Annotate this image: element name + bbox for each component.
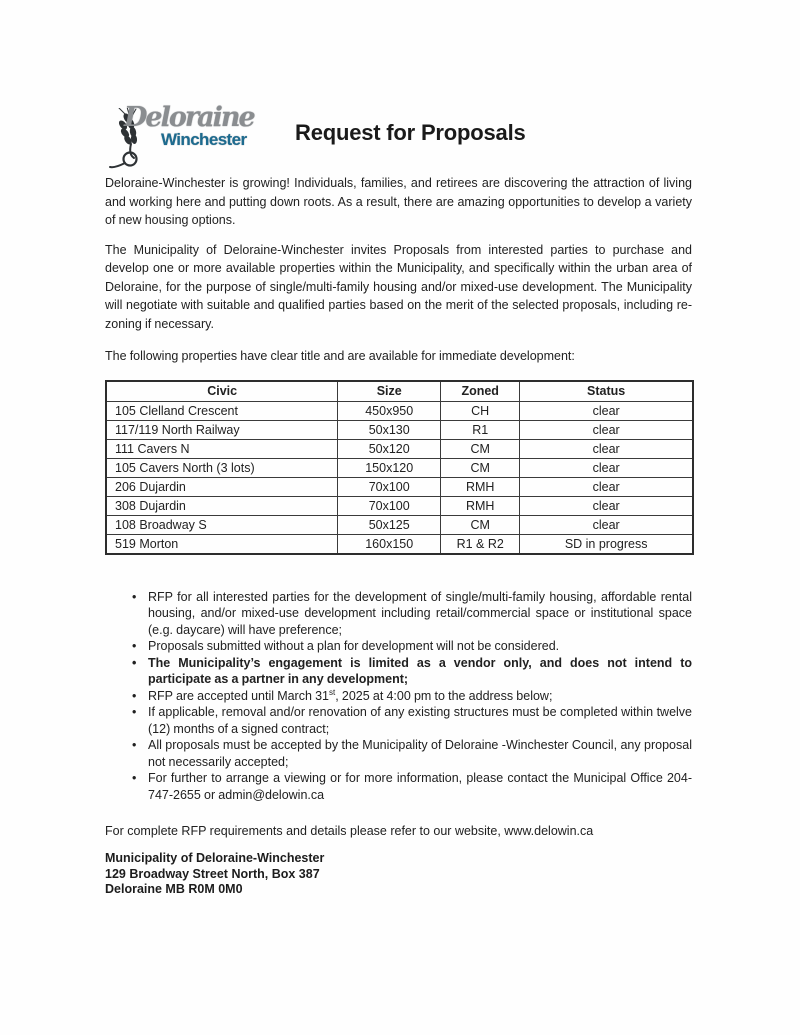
table-header-row bbox=[106, 381, 693, 402]
status-cell: clear bbox=[520, 421, 693, 440]
table-lead-line: The following properties have clear title and are available for immediate development: bbox=[105, 349, 575, 363]
column-header-size: Size bbox=[338, 381, 441, 402]
size-cell: 450x950 bbox=[338, 402, 441, 421]
bullet-item bbox=[105, 770, 692, 803]
zoned-cell: R1 & R2 bbox=[441, 535, 520, 554]
zoned-cell: CM bbox=[441, 516, 520, 535]
intro-paragraph-2: The Municipality of Deloraine-Winchester invites Proposals from interested parties to purchase and develop one or more available properties within the Municipality, and specifically within the urban area of Deloraine, for the purpose of single/multi-family housing and/or mixed-use development. The Municipality will negotiate with suitable and qualified parties based on the merit of the selected proposals, including re-zoning if necessary. bbox=[105, 242, 692, 331]
civic-cell: 111 Cavers N bbox=[106, 440, 338, 459]
status-cell: SD in progress bbox=[520, 535, 693, 554]
rfp-conditions-list bbox=[105, 589, 692, 804]
column-header-civic: Civic bbox=[106, 381, 338, 402]
bullet-icon: • bbox=[132, 688, 137, 703]
civic-cell: 206 Dujardin bbox=[106, 478, 338, 497]
table-row bbox=[106, 478, 693, 497]
logo-deloraine-text: Deloraine bbox=[124, 102, 254, 133]
bullet-text: If applicable, removal and/or renovation of any existing structures must be completed within twelve (12) months of a signed contract; bbox=[148, 705, 692, 736]
size-cell: 160x150 bbox=[338, 535, 441, 554]
bullet-icon: • bbox=[132, 705, 137, 719]
bullet-item bbox=[105, 589, 692, 639]
bullet-text: For further to arrange a viewing or for more information, please contact the Municipal Office 204-747-2655 or admin@delowin.ca bbox=[148, 771, 692, 802]
address-line-2: 129 Broadway Street North, Box 387 bbox=[105, 866, 320, 881]
table-row bbox=[106, 459, 693, 478]
address-line-3: Deloraine MB R0M 0M0 bbox=[105, 882, 243, 896]
size-cell: 50x125 bbox=[338, 516, 441, 535]
bullet-text-part: RFP are accepted until March 31 bbox=[148, 688, 330, 703]
status-cell: clear bbox=[520, 478, 693, 497]
civic-cell: 108 Broadway S bbox=[106, 516, 338, 535]
bullet-item bbox=[105, 704, 692, 737]
bullet-item bbox=[105, 655, 692, 688]
address-block bbox=[105, 851, 692, 898]
size-cell: 70x100 bbox=[338, 478, 441, 497]
zoned-cell: CM bbox=[441, 459, 520, 478]
bullet-text: All proposals must be accepted by the Municipality of Deloraine -Winchester Council, any proposal not necessarily accepted; bbox=[148, 738, 692, 769]
date-ordinal-superscript: st bbox=[329, 687, 336, 697]
bullet-item bbox=[105, 638, 692, 655]
size-cell: 70x100 bbox=[338, 497, 441, 516]
civic-cell: 117/119 North Railway bbox=[106, 421, 338, 440]
status-cell: clear bbox=[520, 516, 693, 535]
bullet-icon: • bbox=[132, 589, 137, 604]
municipality-logo bbox=[105, 102, 275, 170]
document-header bbox=[105, 102, 692, 170]
status-cell: clear bbox=[520, 459, 693, 478]
status-cell: clear bbox=[520, 440, 693, 459]
civic-cell: 105 Cavers North (3 lots) bbox=[106, 459, 338, 478]
zoned-cell: RMH bbox=[441, 478, 520, 497]
website-reference-line: For complete RFP requirements and details please refer to our website, www.delowin.ca bbox=[105, 824, 594, 838]
zoned-cell: RMH bbox=[441, 497, 520, 516]
size-cell: 50x120 bbox=[338, 440, 441, 459]
table-row bbox=[106, 421, 693, 440]
civic-cell: 519 Morton bbox=[106, 535, 338, 554]
table-row bbox=[106, 535, 693, 554]
table-row bbox=[106, 440, 693, 459]
civic-cell: 308 Dujardin bbox=[106, 497, 338, 516]
properties-table bbox=[105, 380, 694, 555]
bullet-text-part: , 2025 at 4:00 pm to the address below; bbox=[335, 688, 553, 703]
bullet-icon: • bbox=[132, 771, 137, 785]
column-header-status: Status bbox=[520, 381, 693, 402]
status-cell: clear bbox=[520, 402, 693, 421]
status-cell: clear bbox=[520, 497, 693, 516]
bullet-item bbox=[105, 737, 692, 770]
page-title: Request for Proposals bbox=[295, 120, 526, 145]
intro-paragraph-1: Deloraine-Winchester is growing! Individuals, families, and retirees are discovering the attraction of living and working here and putting down roots. As a result, there are amazing opportunities to develop a variety of new housing options. bbox=[105, 176, 692, 227]
table-row bbox=[106, 516, 693, 535]
logo-winchester-text: Winchester bbox=[161, 130, 247, 149]
bullet-item bbox=[105, 688, 692, 705]
zoned-cell: CM bbox=[441, 440, 520, 459]
bullet-text: Proposals submitted without a plan for development will not be considered. bbox=[148, 639, 560, 653]
zoned-cell: CH bbox=[441, 402, 520, 421]
table-row bbox=[106, 497, 693, 516]
bullet-icon: • bbox=[132, 639, 137, 653]
bullet-text: RFP for all interested parties for the development of single/multi-family housing, affordable rental housing, and/or mixed-use development including retail/commercial space or institutional space (e.g. daycare) will have preference; bbox=[148, 589, 692, 637]
bullet-text bbox=[148, 688, 692, 705]
civic-cell: 105 Clelland Crescent bbox=[106, 402, 338, 421]
address-line-1: Municipality of Deloraine-Winchester bbox=[105, 851, 325, 865]
table-row bbox=[106, 402, 693, 421]
bullet-icon: • bbox=[132, 738, 137, 752]
size-cell: 150x120 bbox=[338, 459, 441, 478]
zoned-cell: R1 bbox=[441, 421, 520, 440]
column-header-zoned: Zoned bbox=[441, 381, 520, 402]
bullet-text: The Municipality’s engagement is limited as a vendor only, and does not intend to participate as a partner in any development; bbox=[148, 655, 692, 686]
bullet-icon: • bbox=[132, 655, 137, 670]
size-cell: 50x130 bbox=[338, 421, 441, 440]
